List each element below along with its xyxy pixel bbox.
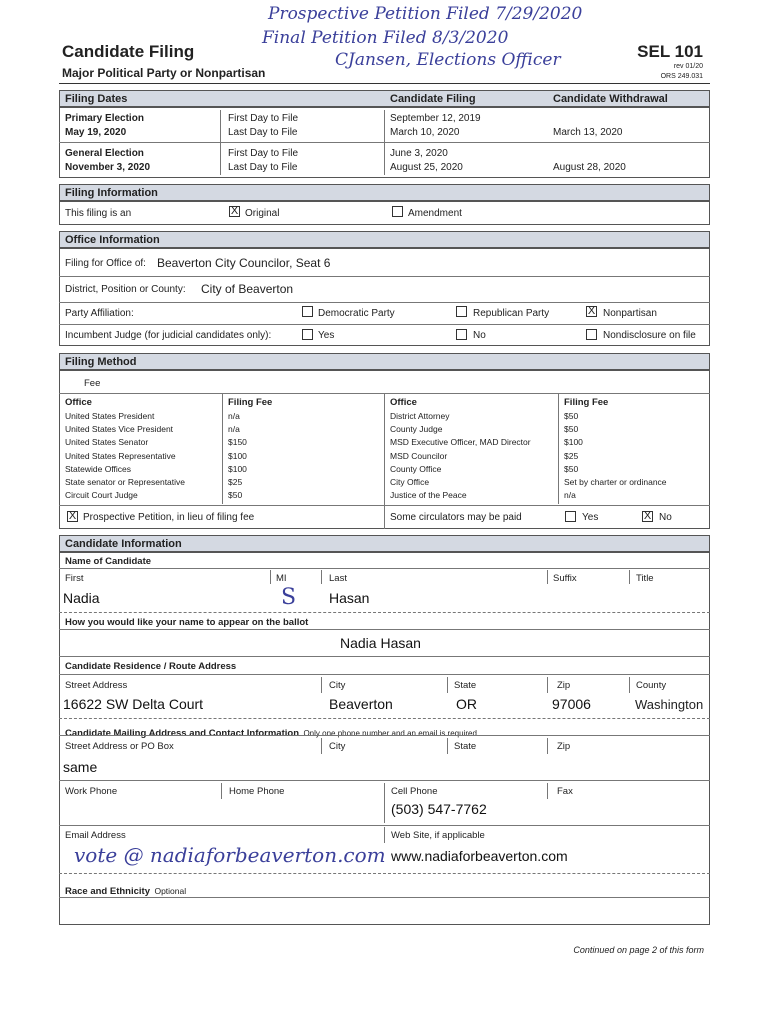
ballot-name-value[interactable]: Nadia Hasan xyxy=(340,635,421,651)
form-id: SEL 101 xyxy=(637,42,703,61)
website-label: Web Site, if applicable xyxy=(391,830,485,841)
col-divider xyxy=(547,677,548,693)
col-divider xyxy=(547,738,548,754)
last-name-label: Last xyxy=(329,573,347,584)
state-value[interactable]: OR xyxy=(456,696,477,712)
section-candidate-information xyxy=(59,535,710,552)
first-name-label: First xyxy=(65,573,84,584)
amendment-checkbox[interactable] xyxy=(392,206,403,217)
democratic-checkbox[interactable] xyxy=(302,306,313,317)
primary-first-day-label: First Day to File xyxy=(228,113,299,124)
zip-value[interactable]: 97006 xyxy=(552,696,591,712)
mailing-heading: Candidate Mailing Address and Contact Information xyxy=(65,728,299,739)
section-title: Filing Method xyxy=(65,356,137,368)
section-title: Filing Dates xyxy=(65,93,128,105)
primary-election-date: May 19, 2020 xyxy=(65,127,127,138)
continued-note: Continued on page 2 of this form xyxy=(573,945,704,955)
mailing-street-value[interactable]: same xyxy=(63,759,98,775)
fee-label: Fee xyxy=(84,378,101,389)
suffix-label: Suffix xyxy=(553,573,577,584)
home-phone-label: Home Phone xyxy=(229,786,285,797)
form-ors: ORS 249.031 xyxy=(660,73,703,80)
handwritten-signature: CJansen, Elections Officer xyxy=(335,50,561,70)
office-list-right xyxy=(390,410,531,502)
party-affiliation-label: Party Affiliation: xyxy=(65,308,134,319)
city-label: City xyxy=(329,680,346,691)
general-election-label: General Election xyxy=(65,148,144,159)
handwritten-note-prospective: Prospective Petition Filed 7/29/2020 xyxy=(268,4,583,24)
row-divider xyxy=(59,656,710,657)
po-box-label: Street Address or PO Box xyxy=(65,741,174,752)
primary-withdrawal-date: March 13, 2020 xyxy=(553,127,623,138)
office-label: Filing for Office of: xyxy=(65,258,146,269)
district-label: District, Position or County: xyxy=(65,284,186,295)
mailing-note: Only one phone number and an email is required. xyxy=(303,729,480,738)
fee-amount: $25 xyxy=(564,450,579,461)
judge-no-checkbox[interactable] xyxy=(456,329,467,340)
judge-no-label: No xyxy=(473,330,486,341)
fee-amount: Set by charter or ordinance xyxy=(564,477,667,488)
col-office-left: Office xyxy=(65,397,92,408)
col-divider xyxy=(447,738,448,754)
county-value[interactable]: Washington xyxy=(635,697,704,712)
row-divider xyxy=(59,276,710,277)
row-divider xyxy=(59,629,710,630)
row-divider xyxy=(59,718,710,719)
col-divider xyxy=(384,783,385,823)
row-divider xyxy=(59,324,710,325)
form-revision: rev 01/20 xyxy=(673,63,703,70)
col-divider xyxy=(547,570,548,584)
section-filing-dates xyxy=(59,90,710,107)
residence-heading: Candidate Residence / Route Address xyxy=(65,661,237,672)
filing-type-label: This filing is an xyxy=(65,208,132,219)
col-divider xyxy=(321,677,322,693)
row-divider xyxy=(59,612,710,613)
fee-office: United States Senator xyxy=(65,437,149,448)
form-subtitle: Major Political Party or Nonpartisan xyxy=(62,66,266,80)
fee-office: Statewide Offices xyxy=(65,463,131,474)
general-election-date: November 3, 2020 xyxy=(65,162,151,173)
row-divider xyxy=(59,505,710,506)
col-divider xyxy=(384,827,385,843)
section-filing-method xyxy=(59,353,710,370)
email-value[interactable]: vote @ nadiaforbeaverton.com xyxy=(74,843,386,867)
ballot-name-heading: How you would like your name to appear on the ballot xyxy=(65,617,309,628)
petition-checkbox[interactable]: X xyxy=(68,510,77,522)
circulators-no-checkbox[interactable]: X xyxy=(643,510,652,522)
work-phone-label: Work Phone xyxy=(65,786,118,797)
row-divider xyxy=(59,735,710,736)
col-divider xyxy=(629,570,630,584)
col-divider xyxy=(321,738,322,754)
fee-office: City Office xyxy=(390,477,430,488)
judge-yes-checkbox[interactable] xyxy=(302,329,313,340)
col-divider xyxy=(321,570,322,584)
col-divider xyxy=(547,783,548,799)
nonpartisan-label: Nonpartisan xyxy=(603,308,657,319)
democratic-label: Democratic Party xyxy=(318,308,395,319)
street-address-value[interactable]: 16622 SW Delta Court xyxy=(63,696,204,712)
cell-phone-label: Cell Phone xyxy=(391,786,438,797)
row-divider xyxy=(59,873,710,874)
fee-office: Circuit Court Judge xyxy=(65,490,138,501)
circulators-yes-label: Yes xyxy=(582,512,599,523)
fee-office: MSD Councilor xyxy=(390,450,448,461)
section-title: Office Information xyxy=(65,234,160,246)
fee-list-left xyxy=(228,410,247,502)
row-divider xyxy=(59,897,710,898)
row-divider xyxy=(59,780,710,781)
fee-amount: $100 xyxy=(564,437,583,448)
republican-checkbox[interactable] xyxy=(456,306,467,317)
col-divider xyxy=(629,677,630,693)
fee-amount: $50 xyxy=(228,490,243,501)
petition-label: Prospective Petition, in lieu of filing fee xyxy=(83,512,255,523)
mailing-zip-label: Zip xyxy=(557,741,571,752)
col-fee-right: Filing Fee xyxy=(564,397,609,408)
col-divider xyxy=(222,394,223,504)
fee-office: MSD Executive Officer, MAD Director xyxy=(390,437,531,448)
nonpartisan-checkbox[interactable]: X xyxy=(587,305,596,317)
row-divider xyxy=(59,825,710,826)
section-filing-information xyxy=(59,184,710,201)
fee-office: United States President xyxy=(65,411,155,421)
fee-amount: $50 xyxy=(564,424,579,435)
fee-amount: $100 xyxy=(228,463,247,474)
primary-first-day-date: September 12, 2019 xyxy=(390,113,481,124)
general-withdrawal-date: August 28, 2020 xyxy=(553,162,626,173)
col-office-right: Office xyxy=(390,397,417,408)
fee-amount: n/a xyxy=(564,490,576,501)
fee-office: State senator or Representative xyxy=(65,477,186,488)
district-value[interactable]: City of Beaverton xyxy=(201,282,294,296)
fee-office: United States Representative xyxy=(65,450,176,461)
filing-information-row xyxy=(59,201,710,225)
fee-amount: $150 xyxy=(228,437,247,448)
general-last-day-label: Last Day to File xyxy=(228,162,298,173)
section-title: Filing Information xyxy=(65,187,158,199)
col-divider xyxy=(221,783,222,799)
website-value[interactable]: www.nadiaforbeaverton.com xyxy=(391,848,568,864)
col-fee-left: Filing Fee xyxy=(228,397,273,408)
zip-label: Zip xyxy=(557,680,571,691)
mi-label: MI xyxy=(276,573,287,584)
circulators-yes-checkbox[interactable] xyxy=(565,511,576,522)
last-name-value[interactable]: Hasan xyxy=(329,590,370,606)
office-value[interactable]: Beaverton City Councilor, Seat 6 xyxy=(157,256,331,270)
fee-amount: n/a xyxy=(228,411,240,421)
col-divider xyxy=(384,394,385,529)
mailing-heading-row xyxy=(65,723,479,741)
col-divider xyxy=(270,570,271,584)
cell-phone-value[interactable]: (503) 547-7762 xyxy=(391,801,487,817)
first-name-value[interactable]: Nadia xyxy=(63,590,100,606)
incumbent-judge-label: Incumbent Judge (for judicial candidates only): xyxy=(65,330,272,341)
original-checkbox[interactable]: X xyxy=(230,205,239,217)
general-first-day-date: June 3, 2020 xyxy=(390,148,448,159)
col-divider xyxy=(447,677,448,693)
fee-office: District Attorney xyxy=(390,411,450,421)
mailing-state-label: State xyxy=(454,741,477,752)
street-address-label: Street Address xyxy=(65,680,128,691)
primary-election-label: Primary Election xyxy=(65,113,144,124)
fee-amount: $25 xyxy=(228,477,243,488)
fee-amount: n/a xyxy=(228,424,240,435)
fee-amount: $100 xyxy=(228,450,247,461)
email-label: Email Address xyxy=(65,830,126,841)
middle-initial-value[interactable]: S xyxy=(281,585,297,610)
col-divider xyxy=(558,394,559,504)
mailing-city-label: City xyxy=(329,741,346,752)
name-of-candidate-heading: Name of Candidate xyxy=(65,556,152,567)
fee-office: Justice of the Peace xyxy=(390,490,467,501)
county-label: County xyxy=(636,680,667,691)
primary-last-day-date: March 10, 2020 xyxy=(390,127,460,138)
fee-amount: $50 xyxy=(564,411,579,421)
header-rule xyxy=(59,83,710,84)
col-candidate-withdrawal: Candidate Withdrawal xyxy=(553,93,668,105)
fee-office: County Office xyxy=(390,463,442,474)
circulators-label: Some circulators may be paid xyxy=(390,512,522,523)
row-divider xyxy=(59,568,710,569)
nondisclosure-checkbox[interactable] xyxy=(586,329,597,340)
primary-last-day-label: Last Day to File xyxy=(228,127,298,138)
row-divider xyxy=(59,302,710,303)
handwritten-note-final: Final Petition Filed 8/3/2020 xyxy=(262,28,509,48)
general-last-day-date: August 25, 2020 xyxy=(390,162,463,173)
fee-office: County Judge xyxy=(390,424,443,435)
city-value[interactable]: Beaverton xyxy=(329,696,393,712)
section-office-information xyxy=(59,231,710,248)
title-label: Title xyxy=(636,573,654,584)
nondisclosure-label: Nondisclosure on file xyxy=(603,330,696,341)
fax-label: Fax xyxy=(557,786,573,797)
col-divider xyxy=(384,110,385,175)
col-divider xyxy=(220,110,221,175)
circulators-no-label: No xyxy=(659,512,672,523)
office-list-left xyxy=(65,410,185,502)
section-title: Candidate Information xyxy=(65,538,182,550)
row-divider xyxy=(59,674,710,675)
fee-office: United States Vice President xyxy=(65,424,174,435)
republican-label: Republican Party xyxy=(473,308,550,319)
fee-amount: $50 xyxy=(564,463,579,474)
original-label: Original xyxy=(245,208,280,219)
state-label: State xyxy=(454,680,477,691)
form-title: Candidate Filing xyxy=(62,42,195,61)
fee-list-right xyxy=(564,410,667,502)
race-ethnicity-label: Race and Ethnicity xyxy=(65,886,150,897)
col-candidate-filing: Candidate Filing xyxy=(390,93,476,105)
judge-yes-label: Yes xyxy=(318,330,335,341)
amendment-label: Amendment xyxy=(408,208,462,219)
race-ethnicity-optional: Optional xyxy=(154,886,187,896)
general-first-day-label: First Day to File xyxy=(228,148,299,159)
